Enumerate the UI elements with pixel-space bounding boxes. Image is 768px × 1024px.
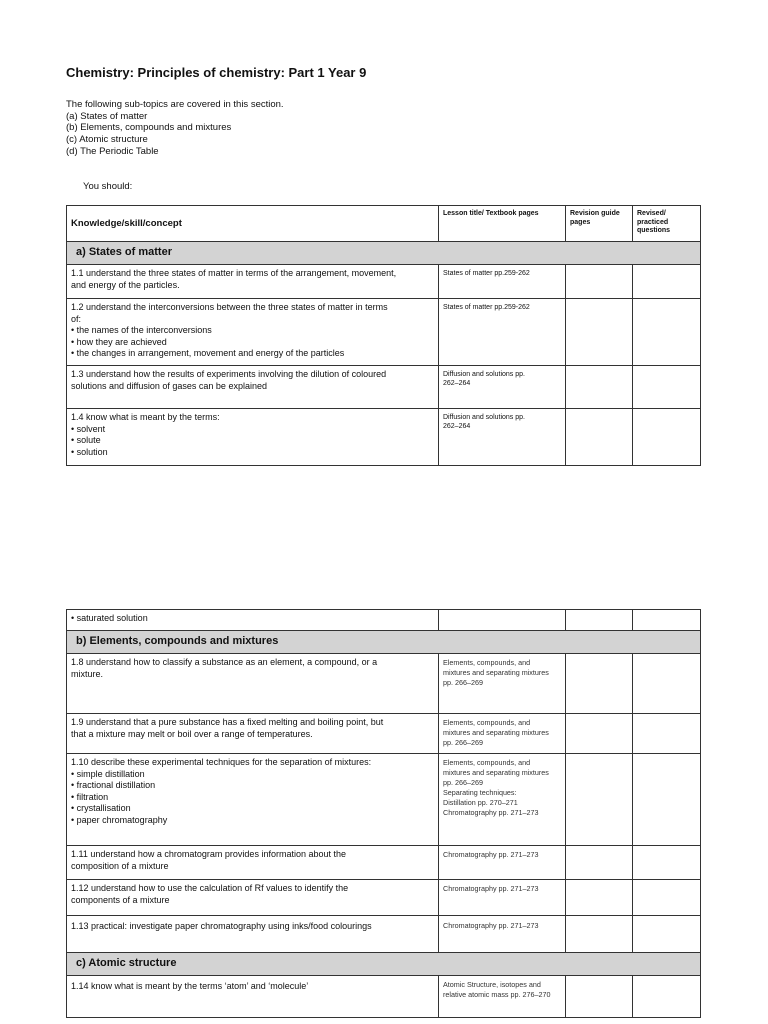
checklist-table-part-2 xyxy=(66,609,701,1018)
revised-questions-cell[interactable] xyxy=(633,654,701,714)
topic-item: (d) The Periodic Table xyxy=(66,145,159,157)
revision-guide-cell[interactable] xyxy=(566,654,633,714)
lesson-text: Diffusion and solutions pp. xyxy=(443,371,525,378)
concept-text: and energy of the particles. xyxy=(71,279,180,290)
lesson-cell xyxy=(439,976,566,1018)
lesson-cell xyxy=(439,299,566,366)
lesson-text: Separating techniques: xyxy=(443,788,517,797)
section-title: c) Atomic structure xyxy=(67,953,701,976)
lesson-text: 262–264 xyxy=(443,422,471,430)
concept-text: • solute xyxy=(71,435,101,446)
revised-questions-cell[interactable] xyxy=(633,265,701,299)
lesson-text: pp. 266–269 xyxy=(443,738,483,747)
concept-cell xyxy=(67,880,439,916)
concept-text: • filtration xyxy=(71,791,109,802)
revision-guide-cell[interactable] xyxy=(566,916,633,953)
revision-guide-cell[interactable] xyxy=(566,846,633,880)
lesson-text: mixtures and separating mixtures xyxy=(443,768,549,777)
concept-text: • fractional distillation xyxy=(71,780,156,791)
intro-block xyxy=(66,99,284,158)
concept-text: solutions and diffusion of gases can be explained xyxy=(71,380,267,391)
lesson-cell xyxy=(439,366,566,409)
page-title: Chemistry: Principles of chemistry: Part 1 Year 9 xyxy=(66,65,367,80)
table-row xyxy=(67,880,701,916)
revision-guide-cell[interactable] xyxy=(566,714,633,754)
table-row xyxy=(67,976,701,1018)
table-row xyxy=(67,265,701,299)
lesson-text: Chromatography pp. 271–273 xyxy=(443,884,539,893)
table-header-row xyxy=(67,206,701,242)
section-row-states-of-matter xyxy=(67,242,701,265)
table-row xyxy=(67,409,701,466)
revised-questions-cell[interactable] xyxy=(633,299,701,366)
table-row xyxy=(67,846,701,880)
concept-text: 1.12 understand how to use the calculation of Rf values to identify the xyxy=(71,883,349,893)
section-title: a) States of matter xyxy=(67,242,701,265)
concept-text: of: xyxy=(71,313,82,324)
lesson-text: Atomic Structure, isotopes and xyxy=(443,980,541,989)
concept-cell xyxy=(67,754,439,846)
lesson-cell xyxy=(439,916,566,953)
concept-text: 1.13 practical: investigate paper chromatography using inks/food colourings xyxy=(71,921,372,931)
concept-cell xyxy=(67,846,439,880)
lesson-text: mixtures and separating mixtures xyxy=(443,668,549,677)
lesson-text: States of matter pp.259-262 xyxy=(443,304,530,311)
revised-questions-cell[interactable] xyxy=(633,610,701,631)
header-revised-questions: Revised/ practiced questions xyxy=(633,206,701,242)
concept-text: 1.11 understand how a chromatogram provides information about the xyxy=(71,849,346,859)
table-row xyxy=(67,299,701,366)
concept-text: • solvent xyxy=(71,423,106,434)
concept-cell xyxy=(67,299,439,366)
lesson-text: relative atomic mass pp. 276–270 xyxy=(443,990,551,999)
concept-cell xyxy=(67,265,439,299)
concept-text: 1.9 understand that a pure substance has a fixed melting and boiling point, but xyxy=(71,717,384,727)
revision-guide-cell[interactable] xyxy=(566,299,633,366)
header-knowledge: Knowledge/skill/concept xyxy=(67,206,439,242)
section-row-atomic-structure xyxy=(67,953,701,976)
revised-questions-cell[interactable] xyxy=(633,714,701,754)
lesson-text: Chromatography pp. 271–273 xyxy=(443,808,539,817)
concept-text: • solution xyxy=(71,446,108,457)
lesson-text: Elements, compounds, and xyxy=(443,758,531,767)
concept-text: • the names of the interconversions xyxy=(71,325,212,336)
concept-text: • paper chromatography xyxy=(71,814,168,825)
revised-questions-cell[interactable] xyxy=(633,754,701,846)
lesson-cell xyxy=(439,714,566,754)
revision-guide-cell[interactable] xyxy=(566,976,633,1018)
lesson-text: 262–264 xyxy=(443,379,471,387)
revision-guide-cell[interactable] xyxy=(566,366,633,409)
concept-text: 1.8 understand how to classify a substance as an element, a compound, or a xyxy=(71,657,378,667)
lesson-cell xyxy=(439,409,566,466)
header-lesson: Lesson title/ Textbook pages xyxy=(439,206,566,242)
section-row-elements-compounds-mixtures xyxy=(67,631,701,654)
revised-questions-cell[interactable] xyxy=(633,366,701,409)
concept-text: • crystallisation xyxy=(71,803,131,814)
checklist-table-part-1 xyxy=(66,205,701,466)
revised-questions-cell[interactable] xyxy=(633,846,701,880)
concept-text: 1.1 understand the three states of matter in terms of the arrangement, movement, xyxy=(71,268,397,278)
table-row xyxy=(67,366,701,409)
concept-cell xyxy=(67,409,439,466)
section-title: b) Elements, compounds and mixtures xyxy=(67,631,701,654)
lesson-text: Chromatography pp. 271–273 xyxy=(443,921,539,930)
concept-text: • simple distillation xyxy=(71,768,145,779)
revision-guide-cell[interactable] xyxy=(566,409,633,466)
concept-text: 1.2 understand the interconversions between the three states of matter in terms xyxy=(71,302,388,312)
lesson-cell xyxy=(439,880,566,916)
lesson-text: Diffusion and solutions pp. xyxy=(443,414,525,421)
concept-text: • saturated solution xyxy=(71,613,148,623)
revision-guide-cell[interactable] xyxy=(566,265,633,299)
revision-guide-cell[interactable] xyxy=(566,880,633,916)
concept-text: • the changes in arrangement, movement and energy of the particles xyxy=(71,348,345,359)
header-revision-guide: Revision guide pages xyxy=(566,206,633,242)
concept-text: 1.10 describe these experimental techniques for the separation of mixtures: xyxy=(71,757,372,767)
concept-text: composition of a mixture xyxy=(71,860,169,871)
lesson-text: mixtures and separating mixtures xyxy=(443,728,549,737)
table-row xyxy=(67,610,701,631)
lesson-cell xyxy=(439,846,566,880)
concept-text: mixture. xyxy=(71,668,104,679)
table-row xyxy=(67,654,701,714)
revised-questions-cell[interactable] xyxy=(633,976,701,1018)
lesson-text: pp. 266–269 xyxy=(443,778,483,787)
concept-cell xyxy=(67,916,439,953)
lesson-text: States of matter pp.259-262 xyxy=(443,270,530,277)
concept-text: 1.3 understand how the results of experiments involving the dilution of coloured xyxy=(71,369,387,379)
table-row xyxy=(67,916,701,953)
lesson-cell xyxy=(439,654,566,714)
concept-cell xyxy=(67,976,439,1018)
revised-questions-cell[interactable] xyxy=(633,409,701,466)
you-should-label: You should: xyxy=(83,181,133,192)
lesson-text: Elements, compounds, and xyxy=(443,718,531,727)
concept-text: that a mixture may melt or boil over a range of temperatures. xyxy=(71,728,313,739)
lesson-cell xyxy=(439,610,566,631)
table-row xyxy=(67,754,701,846)
topic-item: (c) Atomic structure xyxy=(66,134,148,146)
revised-questions-cell[interactable] xyxy=(633,916,701,953)
topic-item: (b) Elements, compounds and mixtures xyxy=(66,122,232,134)
lesson-cell xyxy=(439,754,566,846)
concept-text: • how they are achieved xyxy=(71,336,167,347)
lesson-text: Distillation pp. 270–271 xyxy=(443,798,518,807)
concept-cell xyxy=(67,366,439,409)
lesson-text: Elements, compounds, and xyxy=(443,658,531,667)
concept-cell xyxy=(67,610,439,631)
revision-guide-cell[interactable] xyxy=(566,610,633,631)
concept-cell xyxy=(67,714,439,754)
lesson-text: pp. 266–269 xyxy=(443,678,483,687)
table-row xyxy=(67,714,701,754)
lesson-cell xyxy=(439,265,566,299)
concept-text: components of a mixture xyxy=(71,894,170,905)
revision-guide-cell[interactable] xyxy=(566,754,633,846)
topic-item: (a) States of matter xyxy=(66,110,148,122)
lesson-text: Chromatography pp. 271–273 xyxy=(443,850,539,859)
intro-lead: The following sub-topics are covered in this section. xyxy=(66,99,284,110)
concept-text: 1.14 know what is meant by the terms ‘atom’ and ‘molecule’ xyxy=(71,981,309,991)
concept-cell xyxy=(67,654,439,714)
revised-questions-cell[interactable] xyxy=(633,880,701,916)
concept-text: 1.4 know what is meant by the terms: xyxy=(71,412,220,422)
